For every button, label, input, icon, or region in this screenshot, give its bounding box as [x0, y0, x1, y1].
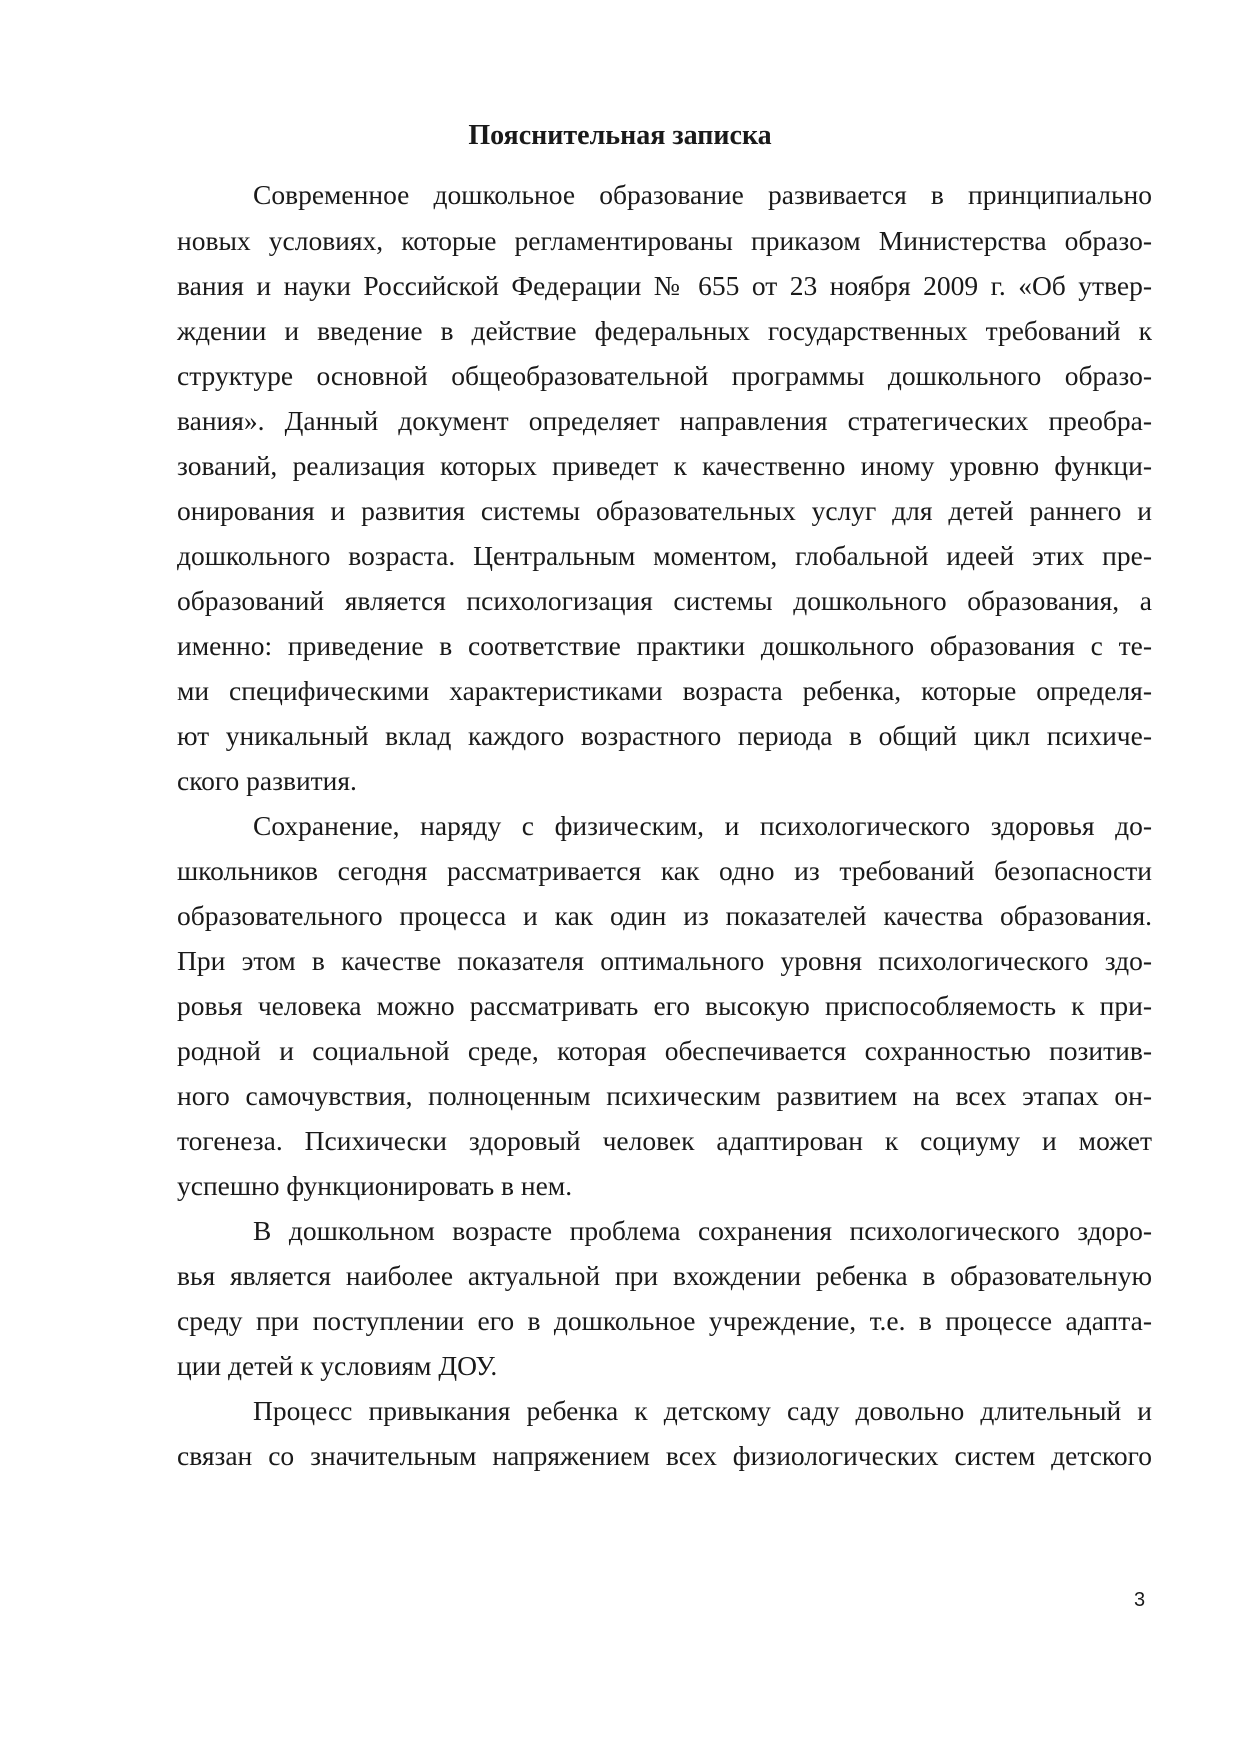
text-line: Сохранение, наряду с физическим, и психологического здоровья до-: [253, 810, 1152, 841]
text-line: образований является психологизация системы дошкольного образования, а: [177, 585, 1152, 616]
text-line: ского развития.: [177, 765, 357, 796]
page-title: Пояснительная записка: [468, 120, 772, 151]
text-line: новых условиях, которые регламентированы приказом Министерства образо-: [177, 225, 1152, 256]
text-line: При этом в качестве показателя оптимального уровня психологического здо-: [177, 945, 1152, 976]
text-line: дошкольного возраста. Центральным моментом, глобальной идеей этих пре-: [177, 540, 1152, 571]
text-line: тогенеза. Психически здоровый человек адаптирован к социуму и может: [177, 1125, 1152, 1156]
text-line: школьников сегодня рассматривается как одно из требований безопасности: [177, 855, 1152, 886]
text-line: Процесс привыкания ребенка к детскому саду довольно длительный и: [253, 1395, 1152, 1426]
text-line: успешно функционировать в нем.: [177, 1170, 573, 1201]
text-line: родной и социальной среде, которая обеспечивается сохранностью позитив-: [177, 1035, 1152, 1066]
text-line: ждении и введение в действие федеральных государственных требований к: [177, 315, 1152, 346]
text-line: ции детей к условиям ДОУ.: [177, 1350, 498, 1381]
text-line: именно: приведение в соответствие практики дошкольного образования с те-: [177, 630, 1152, 661]
text-line: образовательного процесса и как один из показателей качества образования.: [177, 900, 1152, 931]
text-line: ровья человека можно рассматривать его высокую приспособляемость к при-: [177, 990, 1152, 1021]
text-line: вания и науки Российской Федерации № 655 от 23 ноября 2009 г. «Об утвер-: [177, 270, 1152, 301]
text-line: вья является наиболее актуальной при вхождении ребенка в образовательную: [177, 1260, 1152, 1291]
text-line: среду при поступлении его в дошкольное учреждение, т.е. в процессе адапта-: [177, 1305, 1152, 1336]
text-line: вания». Данный документ определяет направления стратегических преобра-: [177, 405, 1152, 436]
text-line: ного самочувствия, полноценным психическим развитием на всех этапах он-: [177, 1080, 1152, 1111]
text-line: В дошкольном возрасте проблема сохранения психологического здоро-: [253, 1215, 1152, 1246]
text-line: ми специфическими характеристиками возраста ребенка, которые определя-: [177, 675, 1152, 706]
text-line: связан со значительным напряжением всех физиологических систем детского: [177, 1440, 1152, 1471]
page-number: 3: [1134, 1589, 1146, 1611]
text-line: структуре основной общеобразовательной программы дошкольного образо-: [177, 360, 1152, 391]
text-line: ют уникальный вклад каждого возрастного периода в общий цикл психиче-: [177, 720, 1152, 751]
text-line: зований, реализация которых приведет к качественно иному уровню функци-: [177, 450, 1152, 481]
text-line: онирования и развития системы образовательных услуг для детей раннего и: [177, 495, 1152, 526]
text-line: Современное дошкольное образование развивается в принципиально: [253, 179, 1152, 210]
